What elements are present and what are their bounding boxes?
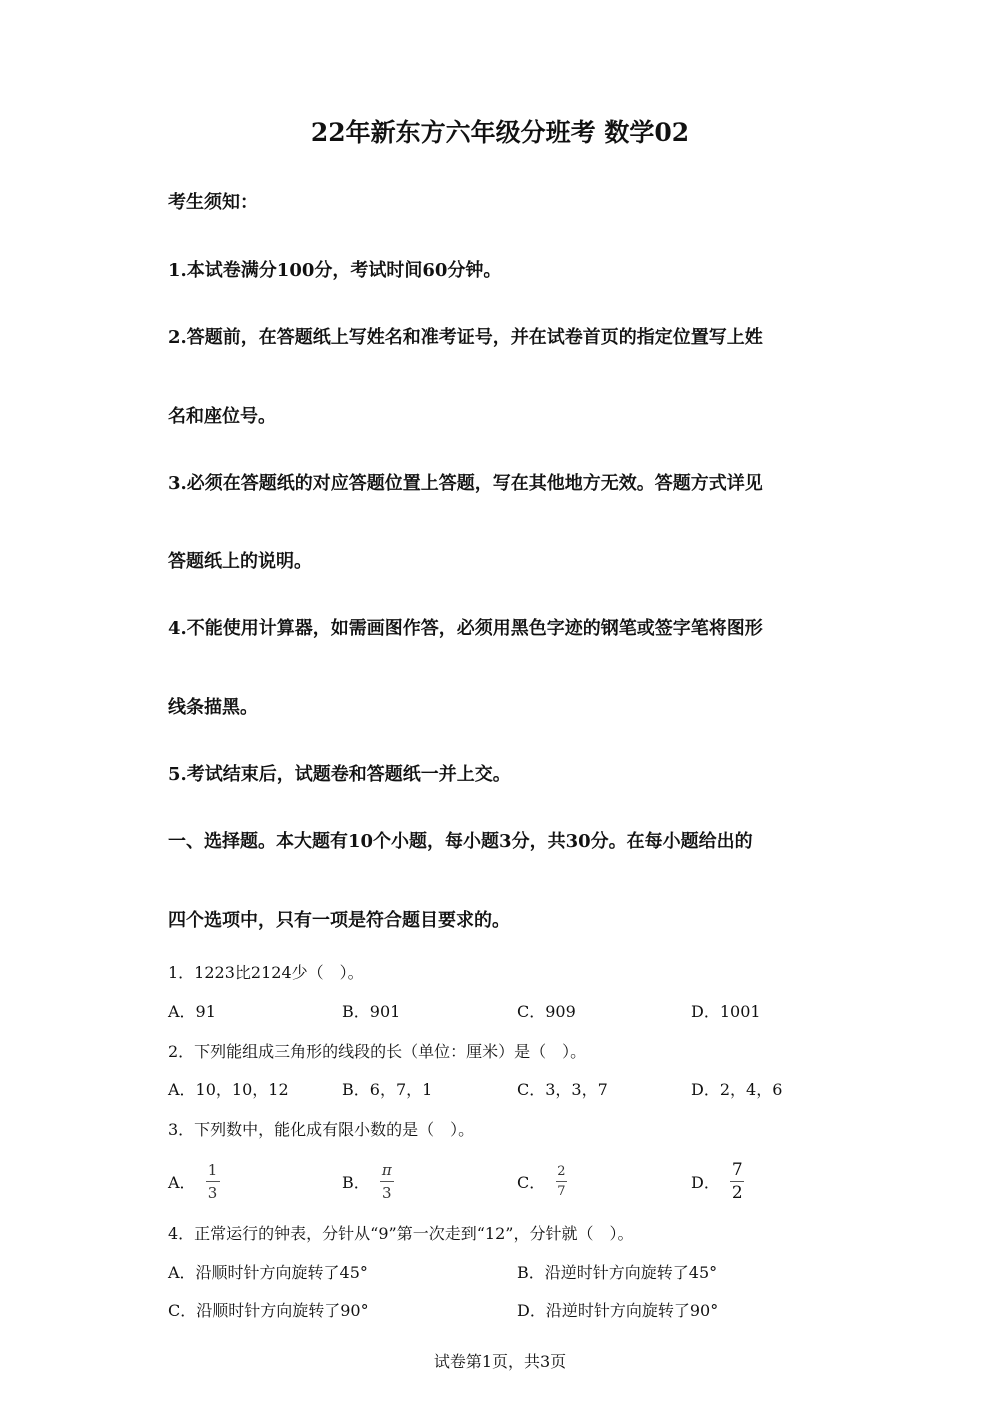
notice-item-1: 1.本试卷满分100分，考试时间60分钟。 — [168, 260, 502, 281]
question-1-options — [168, 999, 868, 1025]
q3-option-a-fraction — [206, 1160, 220, 1203]
section-heading: 一、选择题。本大题有10个小题，每小题3分，共30分。在每小题给出的 — [168, 831, 753, 852]
question-2-stem: 2．下列能组成三角形的线段的长（单位：厘米）是（ ）。 — [168, 1042, 587, 1061]
q4-option-b: B．沿逆时针方向旋转了45° — [517, 1263, 718, 1282]
page-footer: 试卷第1页，共3页 — [433, 1352, 567, 1371]
q4-option-d: D．沿逆时针方向旋转了90° — [517, 1301, 719, 1320]
q3-option-d-label: D． — [691, 1172, 720, 1192]
fraction-denominator: 3 — [207, 1183, 218, 1202]
q3-option-d-fraction — [730, 1160, 745, 1203]
fraction-denominator: 3 — [381, 1183, 392, 1202]
section-heading-cont: 四个选项中，只有一项是符合题目要求的。 — [168, 910, 510, 931]
question-4-options-row-1 — [168, 1260, 868, 1286]
notice-item-2: 2.答题前，在答题纸上写姓名和准考证号，并在试卷首页的指定位置写上姓 — [168, 327, 763, 348]
q3-option-a-label: A． — [168, 1172, 196, 1192]
q1-option-b: B．901 — [342, 1002, 401, 1021]
question-3-stem: 3．下列数中，能化成有限小数的是（ ）。 — [168, 1120, 475, 1139]
q1-option-a: A．91 — [168, 1002, 216, 1021]
q3-option-b-fraction — [380, 1160, 394, 1203]
q4-option-c: C．沿顺时针方向旋转了90° — [168, 1301, 369, 1320]
q4-option-a: A．沿顺时针方向旋转了45° — [168, 1263, 368, 1282]
notice-item-2-cont: 名和座位号。 — [168, 406, 276, 427]
question-4-stem: 4．正常运行的钟表，分针从“9”第一次走到“12”，分针就（ ）。 — [168, 1224, 634, 1243]
q3-option-c-label: C． — [517, 1172, 546, 1192]
notice-item-3-cont: 答题纸上的说明。 — [168, 551, 312, 572]
fraction-numerator: 7 — [731, 1159, 743, 1180]
fraction-numerator: π — [381, 1160, 392, 1179]
fraction-denominator: 2 — [731, 1182, 743, 1203]
q2-option-d: D．2，4，6 — [691, 1080, 783, 1099]
q2-option-b: B．6，7，1 — [342, 1080, 433, 1099]
notice-heading: 考生须知： — [168, 192, 258, 213]
q3-option-c-fraction — [555, 1163, 567, 1200]
q3-option-a — [168, 1155, 220, 1207]
fraction-numerator: 1 — [207, 1160, 218, 1179]
notice-item-4-cont: 线条描黑。 — [168, 697, 258, 718]
q1-option-d: D．1001 — [691, 1002, 761, 1021]
notice-item-4: 4.不能使用计算器，如需画图作答，必须用黑色字迹的钢笔或签字笔将图形 — [168, 618, 763, 639]
question-1-stem: 1．1223比2124少（ ）。 — [168, 963, 364, 982]
notice-item-5: 5.考试结束后，试题卷和答题纸一并上交。 — [168, 764, 511, 785]
question-2-options — [168, 1077, 868, 1103]
q1-option-c: C．909 — [517, 1002, 576, 1021]
fraction-denominator: 7 — [557, 1183, 566, 1199]
q3-option-b-label: B． — [342, 1172, 370, 1192]
q3-option-b — [342, 1155, 394, 1207]
exam-title: 22年新东方六年级分班考 数学02 — [310, 118, 690, 147]
q3-option-d — [691, 1155, 745, 1207]
q2-option-a: A．10，10，12 — [168, 1080, 289, 1099]
question-3-options — [168, 1155, 868, 1207]
question-4-options-row-2 — [168, 1298, 868, 1324]
notice-item-3: 3.必须在答题纸的对应答题位置上答题，写在其他地方无效。答题方式详见 — [168, 473, 763, 494]
q2-option-c: C．3，3，7 — [517, 1080, 608, 1099]
q3-option-c — [517, 1155, 568, 1207]
fraction-numerator: 2 — [557, 1163, 566, 1179]
